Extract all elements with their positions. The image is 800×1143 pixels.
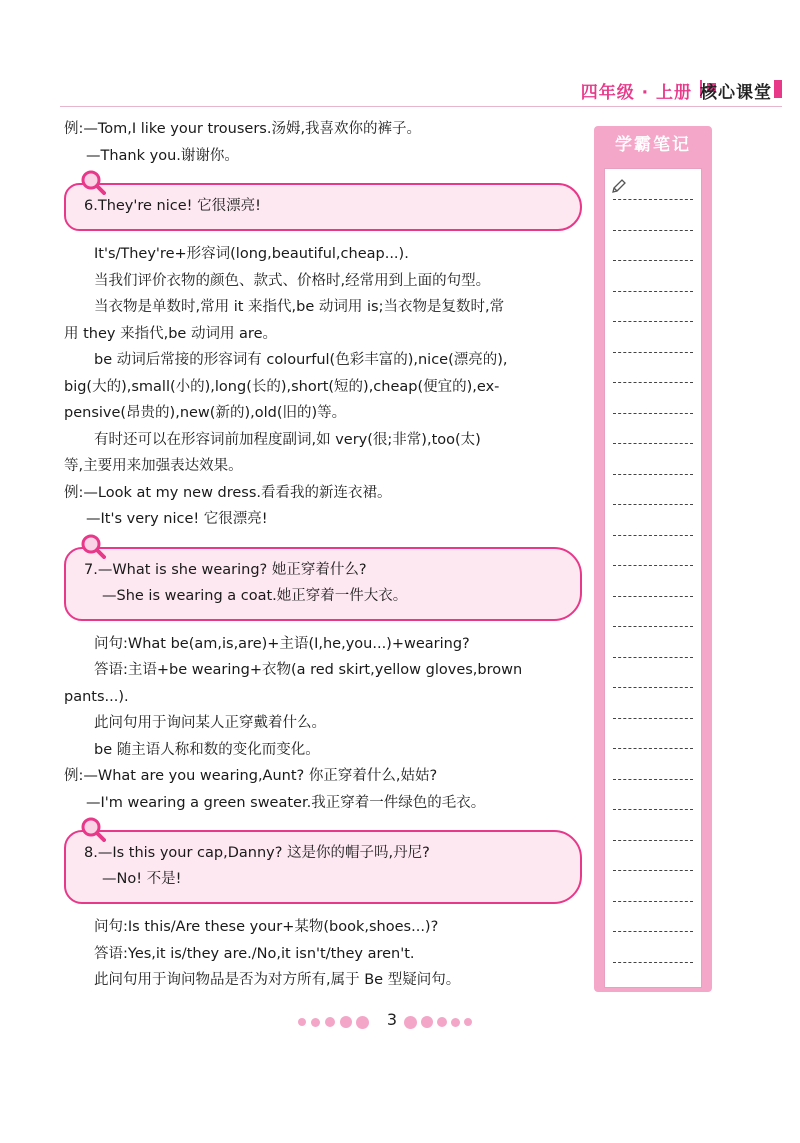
example-line: —It's very nice! 它很漂亮! [86,511,268,527]
paragraph: It's/They're+形容词(long,beautiful,cheap...). [94,246,409,262]
example-line: 例:—What are you wearing,Aunt? 你正穿着什么,姑姑? [64,768,438,784]
paragraph: 当衣物是单数时,常用 it 来指代,be 动词用 is;当衣物是复数时,常 [94,299,505,315]
page-header [0,72,800,108]
paragraph: 有时还可以在形容词前加程度副词,如 very(很;非常),too(太) [94,431,481,448]
paragraph: 答语:主语+be wearing+衣物(a red skirt,yellow gloves,brown [94,662,523,678]
footer-dot [404,1016,417,1029]
note-line [613,382,693,383]
notes-paper [604,168,702,988]
note-line [613,931,693,932]
paragraph: 问句:What be(am,is,are)+主语(I,he,you...)+wearing? [94,635,470,652]
example-line: 例:—Tom,I like your trousers.汤姆,我喜欢你的裤子。 [64,121,422,137]
paragraph: big(大的),small(小的),long(长的),short(短的),cheap(便宜的),ex- [64,378,500,395]
note-line [613,199,693,200]
footer-dot [451,1018,460,1027]
paragraph: 问句:Is this/Are these your+某物(book,shoes...)? [94,919,439,935]
note-line [613,626,693,627]
footer-dot [325,1017,335,1027]
paragraph: 答语:Yes,it is/they are./No,it isn't/they aren't. [94,945,415,962]
paragraph: be 随主语人称和数的变化而变化。 [94,741,320,758]
paragraph: pensive(昂贵的),new(新的),old(旧的)等。 [64,405,347,421]
point-box-6 [64,183,582,231]
note-line [613,413,693,414]
note-line [613,474,693,475]
footer-dot [311,1018,320,1027]
footer-dot [298,1018,306,1026]
notes-sidebar [594,126,712,992]
note-line [613,565,693,566]
note-line [613,840,693,841]
paragraph: 此问句用于询问物品是否为对方所有,属于 Be 型疑问句。 [94,972,461,988]
book-title: 四年级 · 上册 [580,83,692,103]
note-line [613,687,693,688]
note-line [613,962,693,963]
note-line [613,596,693,597]
page-footer [0,1010,800,1034]
pencil-icon [610,177,628,195]
footer-dot [464,1018,472,1026]
note-line [613,748,693,749]
paragraph: 当我们评价衣物的颜色、款式、价格时,经常用到上面的句型。 [94,272,491,289]
note-line [613,870,693,871]
sidebar-title: 学霸笔记 [615,135,691,155]
note-line [613,809,693,810]
point-heading: 7.—What is she wearing? 她正穿着什么? [84,561,367,578]
section-title: 核心课堂 [700,83,772,103]
example-line: 例:—Look at my new dress.看看我的新连衣裙。 [64,484,392,501]
example-line: —I'm wearing a green sweater.我正穿着一件绿色的毛衣。 [86,794,486,811]
note-line [613,718,693,719]
footer-dot [421,1016,433,1028]
paragraph: pants...). [64,688,129,705]
note-line [613,260,693,261]
note-line [613,901,693,902]
paragraph: 等,主要用来加强表达效果。 [64,458,243,474]
header-bar-icon [774,80,782,98]
example-line: —Thank you.谢谢你。 [86,147,239,164]
main-content [64,116,588,994]
note-line [613,443,693,444]
point-heading: 6.They're nice! 它很漂亮! [84,198,261,214]
magnifier-icon [80,169,106,195]
note-line [613,230,693,231]
magnifier-icon [80,533,106,559]
footer-dot [340,1016,352,1028]
point-box-8 [64,830,582,904]
note-line [613,321,693,322]
note-line [613,779,693,780]
magnifier-icon [80,816,106,842]
note-line [613,352,693,353]
note-line [613,504,693,505]
note-line [613,291,693,292]
paragraph: be 动词后常接的形容词有 colourful(色彩丰富的),nice(漂亮的), [94,352,508,368]
point-heading: —No! 不是! [102,871,182,887]
note-line [613,535,693,536]
footer-dot [437,1017,447,1027]
point-heading: —She is wearing a coat.她正穿着一件大衣。 [102,587,408,604]
note-line [613,657,693,658]
paragraph: 此问句用于询问某人正穿戴着什么。 [94,715,326,731]
point-box-7 [64,547,582,621]
footer-dot [356,1016,369,1029]
paragraph: 用 they 来指代,be 动词用 are。 [64,325,277,342]
point-heading: 8.—Is this your cap,Danny? 这是你的帽子吗,丹尼? [84,845,430,861]
header-rule [60,106,782,107]
page-number: 3 [386,1010,398,1029]
